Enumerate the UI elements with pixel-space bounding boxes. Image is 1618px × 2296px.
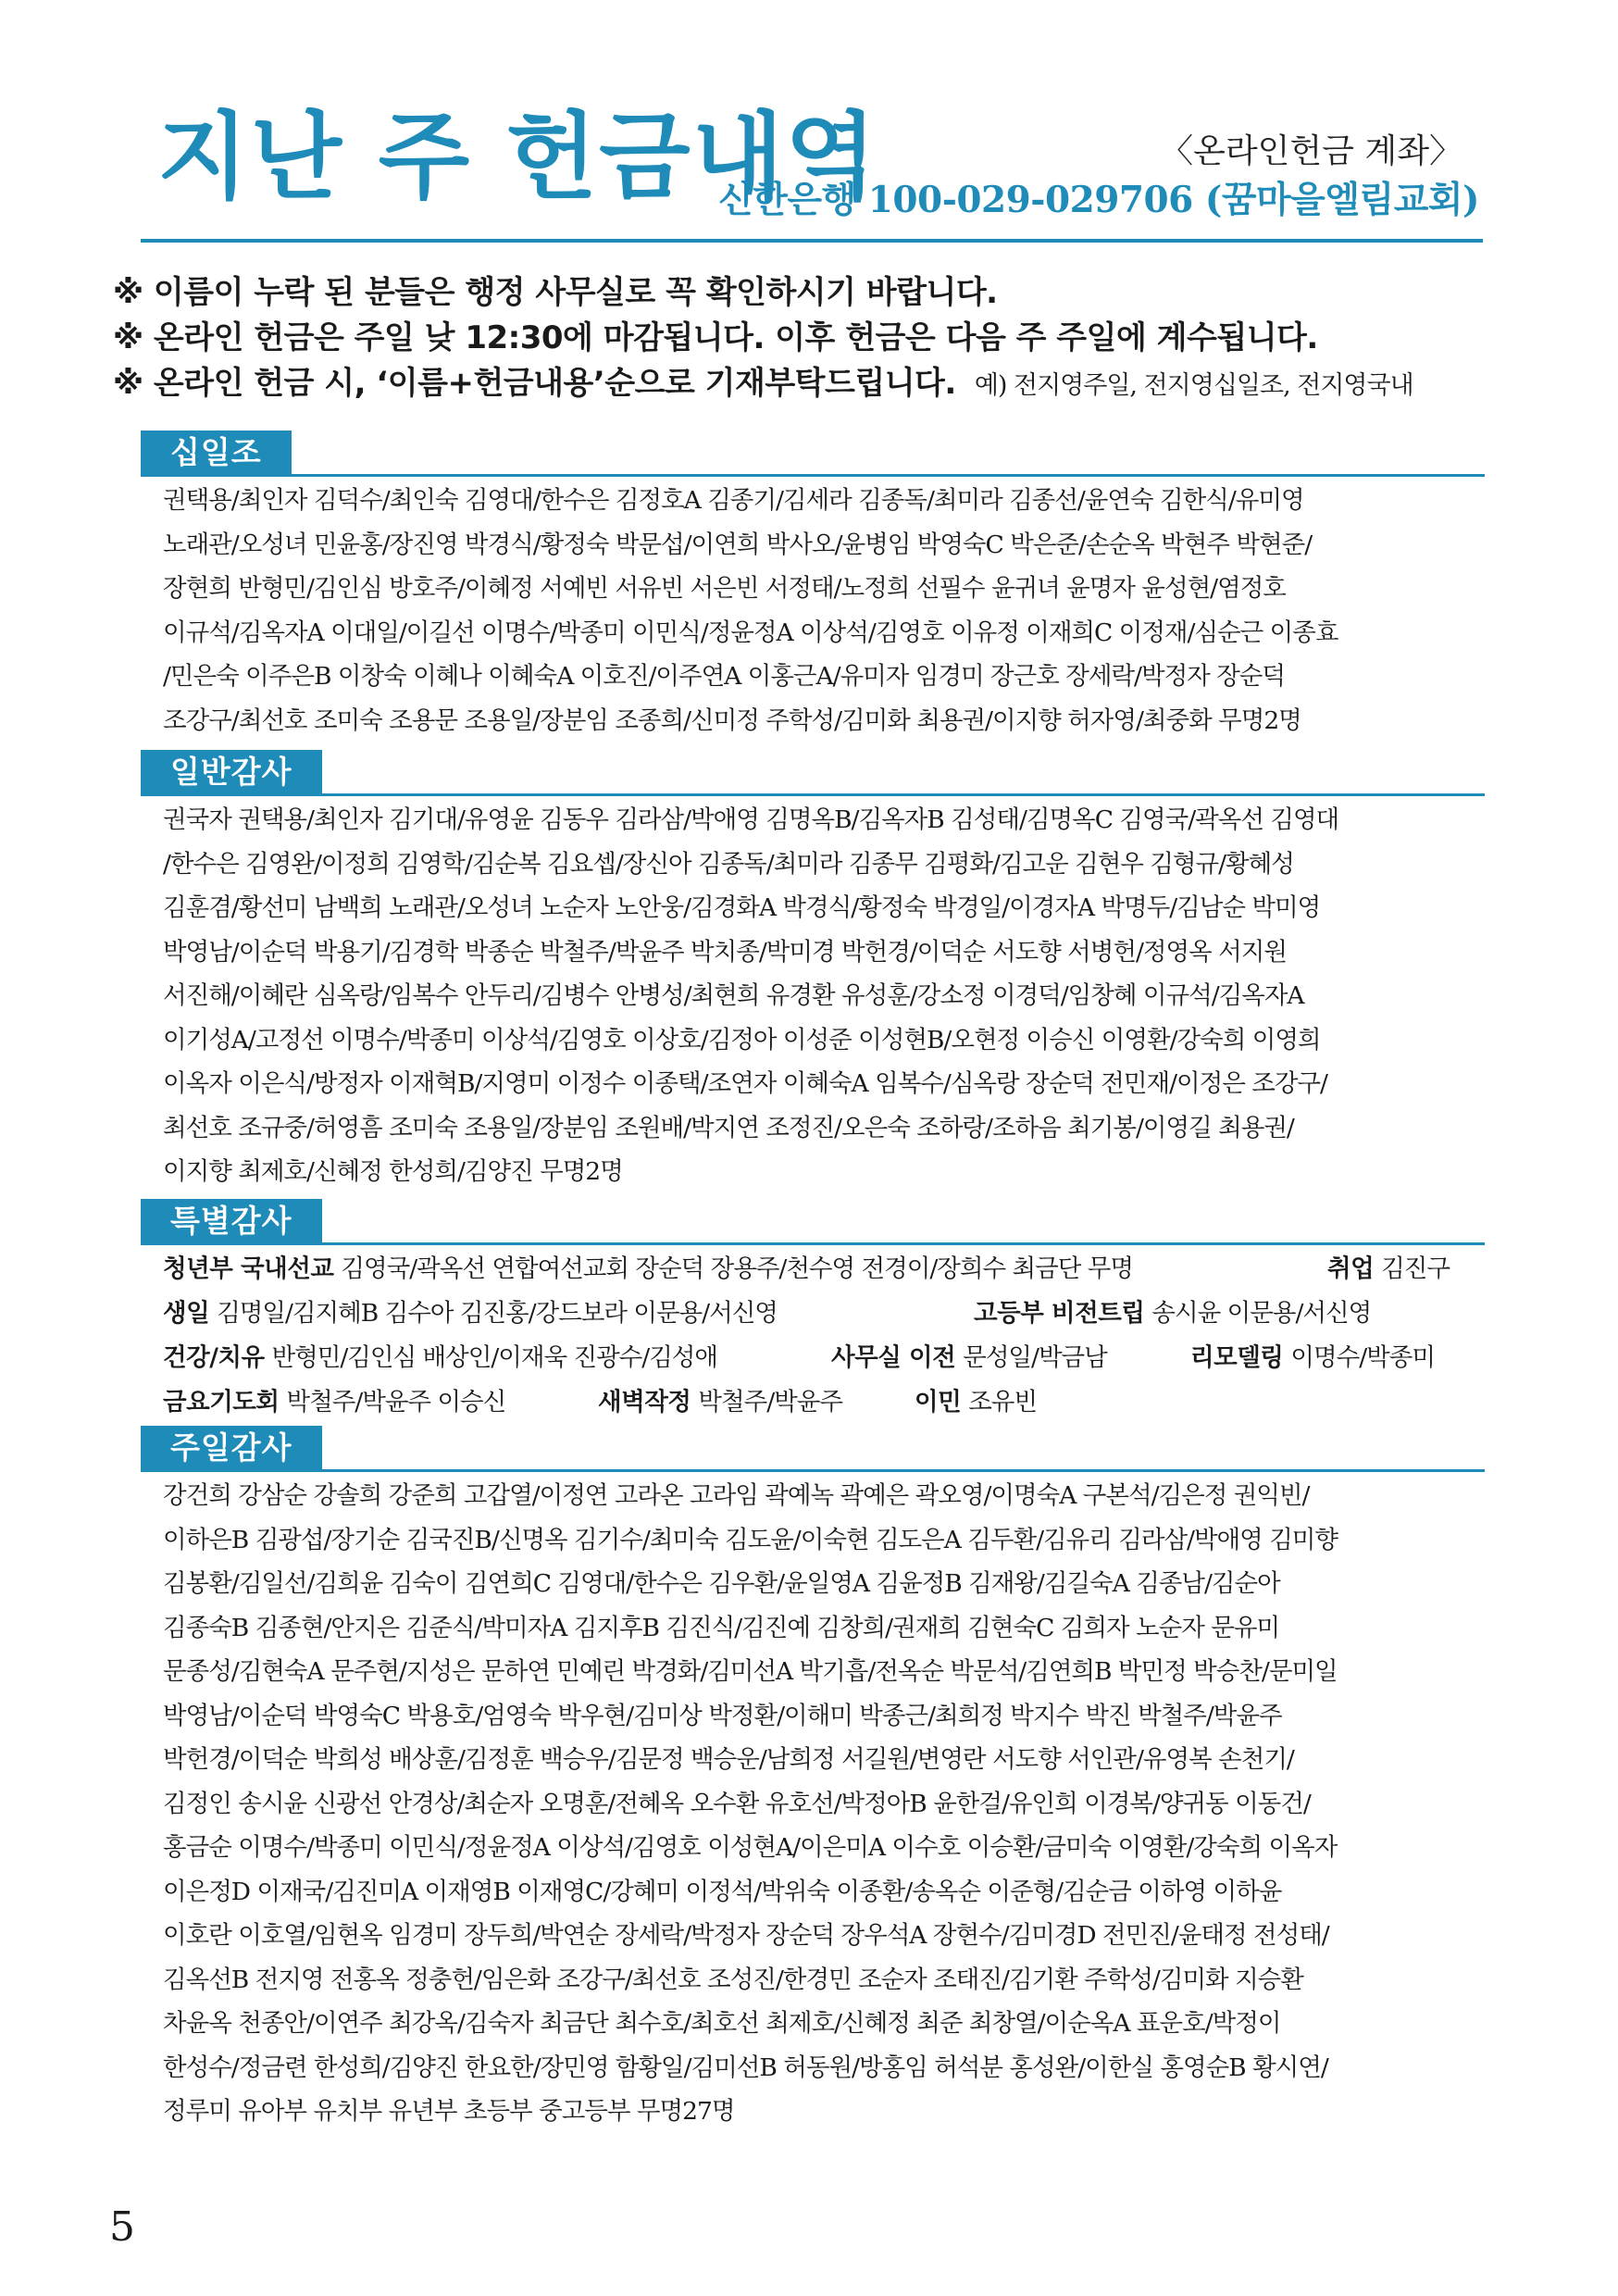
name-list: [141, 1474, 1485, 2134]
section-divider: [141, 1469, 1485, 1472]
name-line: 권국자 권택용/최인자 김기대/유영윤 김동우 김라삼/박애영 김명옥B/김옥자B 김성태/김명옥C 김영국/곽옥선 김영대: [163, 805, 1339, 834]
special-list: [141, 1247, 1485, 1425]
online-account-heading: 〈온라인헌금 계좌〉: [1160, 132, 1462, 170]
notice-item: ※ 이름이 누락 된 분들은 행정 사무실로 꼭 확인하시기 바랍니다.: [113, 274, 998, 311]
name-line: 강건희 강삼순 강솔희 강준희 고갑열/이정연 고라온 고라임 곽예녹 곽예은 곽오영/이명숙A 구본석/김은정 권익빈/: [163, 1481, 1310, 1510]
name-line: 조강구/최선호 조미숙 조용문 조용일/장분임 조종희/신미정 주학성/김미화 최용권/이지향 허자영/최중화 무명2명: [163, 705, 1301, 735]
special-entry: 청년부 국내선교 김영국/곽옥선 연합여선교회 장순덕 장용주/천수영 전경이/장희수 최금단 무명: [163, 1254, 1133, 1283]
name-line: 이은정D 이재국/김진미A 이재영B 이재영C/강혜미 이정석/박위숙 이종환/송옥순 이준형/김순금 이하영 이하윤: [163, 1877, 1282, 1906]
tithe-section: [141, 430, 1485, 742]
section-divider: [141, 474, 1485, 477]
name-list: [141, 479, 1485, 742]
name-line: 한성수/정금련 한성희/김양진 한요한/장민영 함황일/김미선B 허동원/방홍임 허석분 홍성완/이한실 홍영순B 황시연/: [163, 2053, 1328, 2082]
section-label: 특별감사: [141, 1199, 322, 1242]
section-label: 일반감사: [141, 750, 322, 793]
name-line: 최선호 조규중/허영흠 조미숙 조용일/장분임 조원배/박지연 조정진/오은숙 조하랑/조하음 최기봉/이영길 최용권/: [163, 1113, 1294, 1142]
special-entry: 취업 김진구: [1327, 1254, 1450, 1283]
special-entry: 생일 김명일/김지혜B 김수아 김진홍/강드보라 이문용/서신영: [163, 1299, 778, 1328]
name-line: 김종숙B 김종현/안지은 김준식/박미자A 김지후B 김진식/김진예 김창희/권재희 김현숙C 김희자 노순자 문유미: [163, 1613, 1280, 1642]
name-line: 박영남/이순덕 박용기/김경학 박종순 박철주/박윤주 박치종/박미경 박헌경/이덕순 서도향 서병헌/정영옥 서지원: [163, 937, 1287, 967]
name-line: 차윤옥 천종안/이연주 최강옥/김숙자 최금단 최수호/최호선 최제호/신혜정 최준 최창열/이순옥A 표운호/박정이: [163, 2009, 1281, 2038]
special-row: [163, 1247, 1485, 1292]
name-list: [141, 798, 1485, 1194]
special-entry: 이민 조유빈: [915, 1388, 1038, 1416]
name-line: 이기성A/고정선 이명수/박종미 이상석/김영호 이상호/김정아 이성준 이성현B/오현정 이승신 이영환/강숙희 이영희: [163, 1025, 1321, 1054]
notice-example: 예) 전지영주일, 전지영십일조, 전지영국내: [974, 371, 1413, 400]
name-line: 권택용/최인자 김덕수/최인숙 김영대/한수은 김정호A 김종기/김세라 김종독/최미라 김종선/윤연숙 김한식/유미영: [163, 486, 1304, 515]
notice-item: ※ 온라인 헌금 시, ‘이름+헌금내용’순으로 기재부탁드립니다. 예) 전지영주일, 전지영십일조, 전지영국내: [113, 365, 1413, 402]
special-entry: 고등부 비전트립 송시윤 이문용/서신영: [974, 1299, 1372, 1328]
special-row: [163, 1336, 1485, 1380]
special-entry: 사무실 이전 문성일/박금남: [831, 1343, 1107, 1372]
name-line: 문종성/김현숙A 문주현/지성은 문하연 민예린 박경화/김미선A 박기흡/전옥순 박문석/김연희B 박민정 박승찬/문미일: [163, 1657, 1338, 1686]
name-line: 이규석/김옥자A 이대일/이길선 이명수/박종미 이민식/정윤정A 이상석/김영호 이유정 이재희C 이정재/심순근 이종효: [163, 618, 1338, 647]
name-line: 장현희 반형민/김인심 방호주/이혜정 서예빈 서유빈 서은빈 서정태/노정희 선필수 윤귀녀 윤명자 윤성현/염정호: [163, 574, 1286, 603]
section-label: 주일감사: [141, 1426, 322, 1469]
name-line: 김봉환/김일선/김희윤 김숙이 김연희C 김영대/한수은 김우환/윤일영A 김윤정B 김재왕/김길숙A 김종남/김순아: [163, 1569, 1280, 1598]
name-line: 서진해/이혜란 심옥랑/임복수 안두리/김병수 안병성/최현희 유경환 유성훈/강소정 이경덕/임창혜 이규석/김옥자A: [163, 981, 1304, 1010]
name-line: /민은숙 이주은B 이창숙 이혜나 이혜숙A 이호진/이주연A 이홍근A/유미자 임경미 장근호 장세락/박정자 장순덕: [163, 662, 1285, 691]
name-line: 김옥선B 전지영 전홍옥 정충헌/임은화 조강구/최선호 조성진/한경민 조순자 조태진/김기환 주학성/김미화 지승환: [163, 1965, 1303, 1994]
special-row: [163, 1380, 1485, 1425]
title-divider: [141, 239, 1483, 243]
name-line: 박헌경/이덕순 박희성 배상훈/김정훈 백승우/김문정 백승운/남희정 서길원/변영란 서도향 서인관/유영복 손천기/: [163, 1745, 1294, 1774]
special-entry: 건강/치유 반형민/김인심 배상인/이재욱 진광수/김성애: [163, 1343, 717, 1372]
section-divider: [141, 793, 1485, 796]
special-row: [163, 1292, 1485, 1336]
special-entry: 새벽작정 박철주/박윤주: [598, 1388, 842, 1416]
name-line: 이호란 이호열/임현옥 임경미 장두희/박연순 장세락/박정자 장순덕 장우석A 장현수/김미경D 전민진/윤태정 전성태/: [163, 1921, 1329, 1950]
name-line: 정루미 유아부 유치부 유년부 초등부 중고등부 무명27명: [163, 2097, 735, 2126]
name-line: 박영남/이순덕 박영숙C 박용호/엄영숙 박우현/김미상 박정환/이해미 박종근/최희정 박지수 박진 박철주/박윤주: [163, 1701, 1282, 1730]
name-line: 이지향 최제호/신혜정 한성희/김양진 무명2명: [163, 1157, 623, 1186]
name-line: 노래관/오성녀 민윤홍/장진영 박경식/황정숙 박문섭/이연희 박사오/윤병임 박영숙C 박은준/손순옥 박현주 박현준/: [163, 530, 1313, 559]
name-line: 이하은B 김광섭/장기순 김국진B/신명옥 김기수/최미숙 김도윤/이숙현 김도은A 김두환/김유리 김라삼/박애영 김미향: [163, 1525, 1338, 1554]
name-line: 홍금순 이명수/박종미 이민식/정윤정A 이상석/김영호 이성현A/이은미A 이수호 이승환/금미숙 이영환/강숙희 이옥자: [163, 1833, 1338, 1862]
notice-item: ※ 온라인 헌금은 주일 낮 12:30에 마감됩니다. 이후 헌금은 다음 주 주일에 계수됩니다.: [113, 319, 1318, 356]
sunday-section: [141, 1426, 1485, 2134]
online-account-number: 신한은행 100-029-029706 (꿈마을엘림교회): [718, 179, 1479, 221]
notice-list: [113, 270, 1501, 408]
name-line: 김정인 송시윤 신광선 안경상/최순자 오명훈/전혜옥 오수환 유호선/박정아B 윤한걸/유인희 이경복/양귀동 이동건/: [163, 1789, 1311, 1818]
special-section: [141, 1199, 1485, 1425]
name-line: 이옥자 이은식/방정자 이재혁B/지영미 이정수 이종택/조연자 이혜숙A 임복수/심옥랑 장순덕 전민재/이정은 조강구/: [163, 1069, 1327, 1098]
section-label: 십일조: [141, 430, 292, 474]
name-line: 김훈겸/황선미 남백희 노래관/오성녀 노순자 노안웅/김경화A 박경식/황정숙 박경일/이경자A 박명두/김남순 박미영: [163, 893, 1321, 922]
page-number: 5: [109, 2203, 135, 2251]
section-divider: [141, 1242, 1485, 1245]
name-line: /한수은 김영완/이정희 김영학/김순복 김요셉/장신아 김종독/최미라 김종무 김평화/김고운 김현우 김형규/황혜성: [163, 849, 1294, 879]
page-title: 지난 주 헌금내역: [157, 103, 878, 213]
special-entry: 리모델링 이명수/박종미: [1190, 1343, 1435, 1372]
special-entry: 금요기도회 박철주/박윤주 이승신: [163, 1388, 506, 1416]
thanks-section: [141, 750, 1485, 1194]
